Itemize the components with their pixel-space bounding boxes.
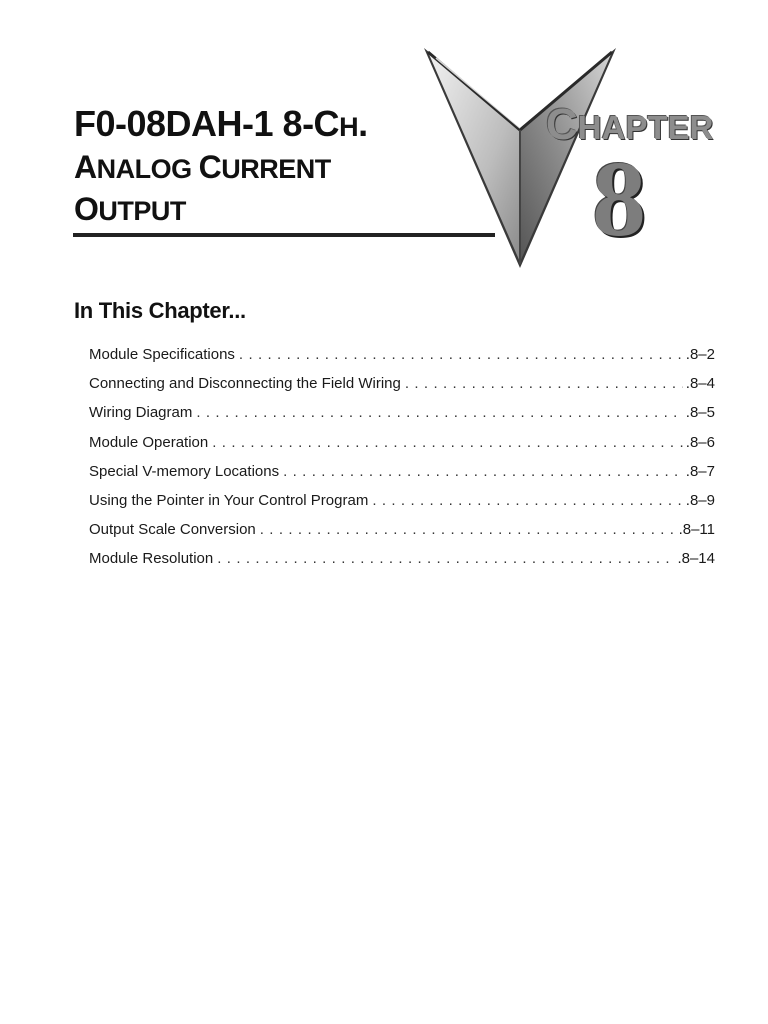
title-text-part: .: [358, 103, 368, 144]
toc-entry-label: Output Scale Conversion: [89, 521, 256, 539]
toc-entry-wiring-diagram[interactable]: [89, 404, 715, 433]
toc-entry-label: Using the Pointer in Your Control Program: [89, 491, 369, 509]
toc-entry-page: .8–14: [677, 550, 715, 568]
chapter-number: 8: [592, 140, 646, 259]
toc-entry-page: .8–9: [685, 491, 715, 509]
title-text-part: H: [339, 112, 359, 142]
toc-entry-page: .8–11: [678, 521, 715, 539]
toc-entry-label: Module Specifications: [89, 346, 235, 363]
chapter-title: [74, 104, 504, 231]
toc-entry-page: .8–5: [685, 404, 715, 422]
toc-entry-label: Wiring Diagram: [89, 404, 193, 422]
toc-entry-label: Special V-memory Locations: [89, 462, 280, 480]
toc-entry-page: .8–4: [685, 375, 715, 393]
title-text-part: A: [74, 149, 97, 185]
toc-entry-special-v-memory[interactable]: [89, 463, 715, 492]
toc-entry-page: .8–6: [685, 433, 715, 451]
title-line-3: [74, 189, 504, 231]
title-text-part: NALOG: [96, 154, 199, 184]
title-text-part: UTPUT: [98, 196, 186, 226]
title-text-part: URRENT: [221, 154, 331, 184]
title-text-part: F0-08DAH-1 8-C: [74, 103, 340, 144]
toc-entry-output-scale-conversion[interactable]: [89, 521, 715, 550]
toc-dot-leader: [239, 346, 683, 363]
toc-dot-leader: [372, 492, 682, 509]
toc-dot-leader: [212, 434, 683, 451]
toc-entry-page: .8–7: [685, 462, 715, 480]
table-of-contents: [89, 346, 715, 580]
in-this-chapter-heading: In This Chapter...: [74, 298, 246, 323]
toc-entry-module-operation[interactable]: [89, 434, 715, 463]
toc-entry-page: .8–2: [685, 346, 715, 363]
toc-entry-label: Module Resolution: [89, 550, 214, 568]
title-text-part: O: [74, 191, 99, 227]
title-text-part: C: [198, 149, 222, 185]
toc-dot-leader: [283, 463, 683, 480]
toc-entry-module-specifications[interactable]: [89, 346, 715, 375]
toc-entry-label: Module Operation: [89, 433, 209, 451]
title-line-2: [74, 147, 504, 189]
toc-dot-leader: [260, 521, 676, 538]
toc-dot-leader: [217, 550, 674, 567]
toc-dot-leader: [405, 375, 683, 392]
toc-entry-using-pointer[interactable]: [89, 492, 715, 521]
toc-entry-module-resolution[interactable]: [89, 550, 715, 579]
toc-entry-field-wiring[interactable]: [89, 375, 715, 404]
title-line-1: [74, 104, 504, 147]
chapter-label-rest: HAPTER: [577, 109, 714, 146]
toc-entry-label: Connecting and Disconnecting the Field Wiring: [89, 375, 401, 393]
toc-dot-leader: [196, 404, 682, 421]
chapter-label-initial: C: [546, 100, 578, 149]
title-underline-rule: [73, 233, 495, 237]
